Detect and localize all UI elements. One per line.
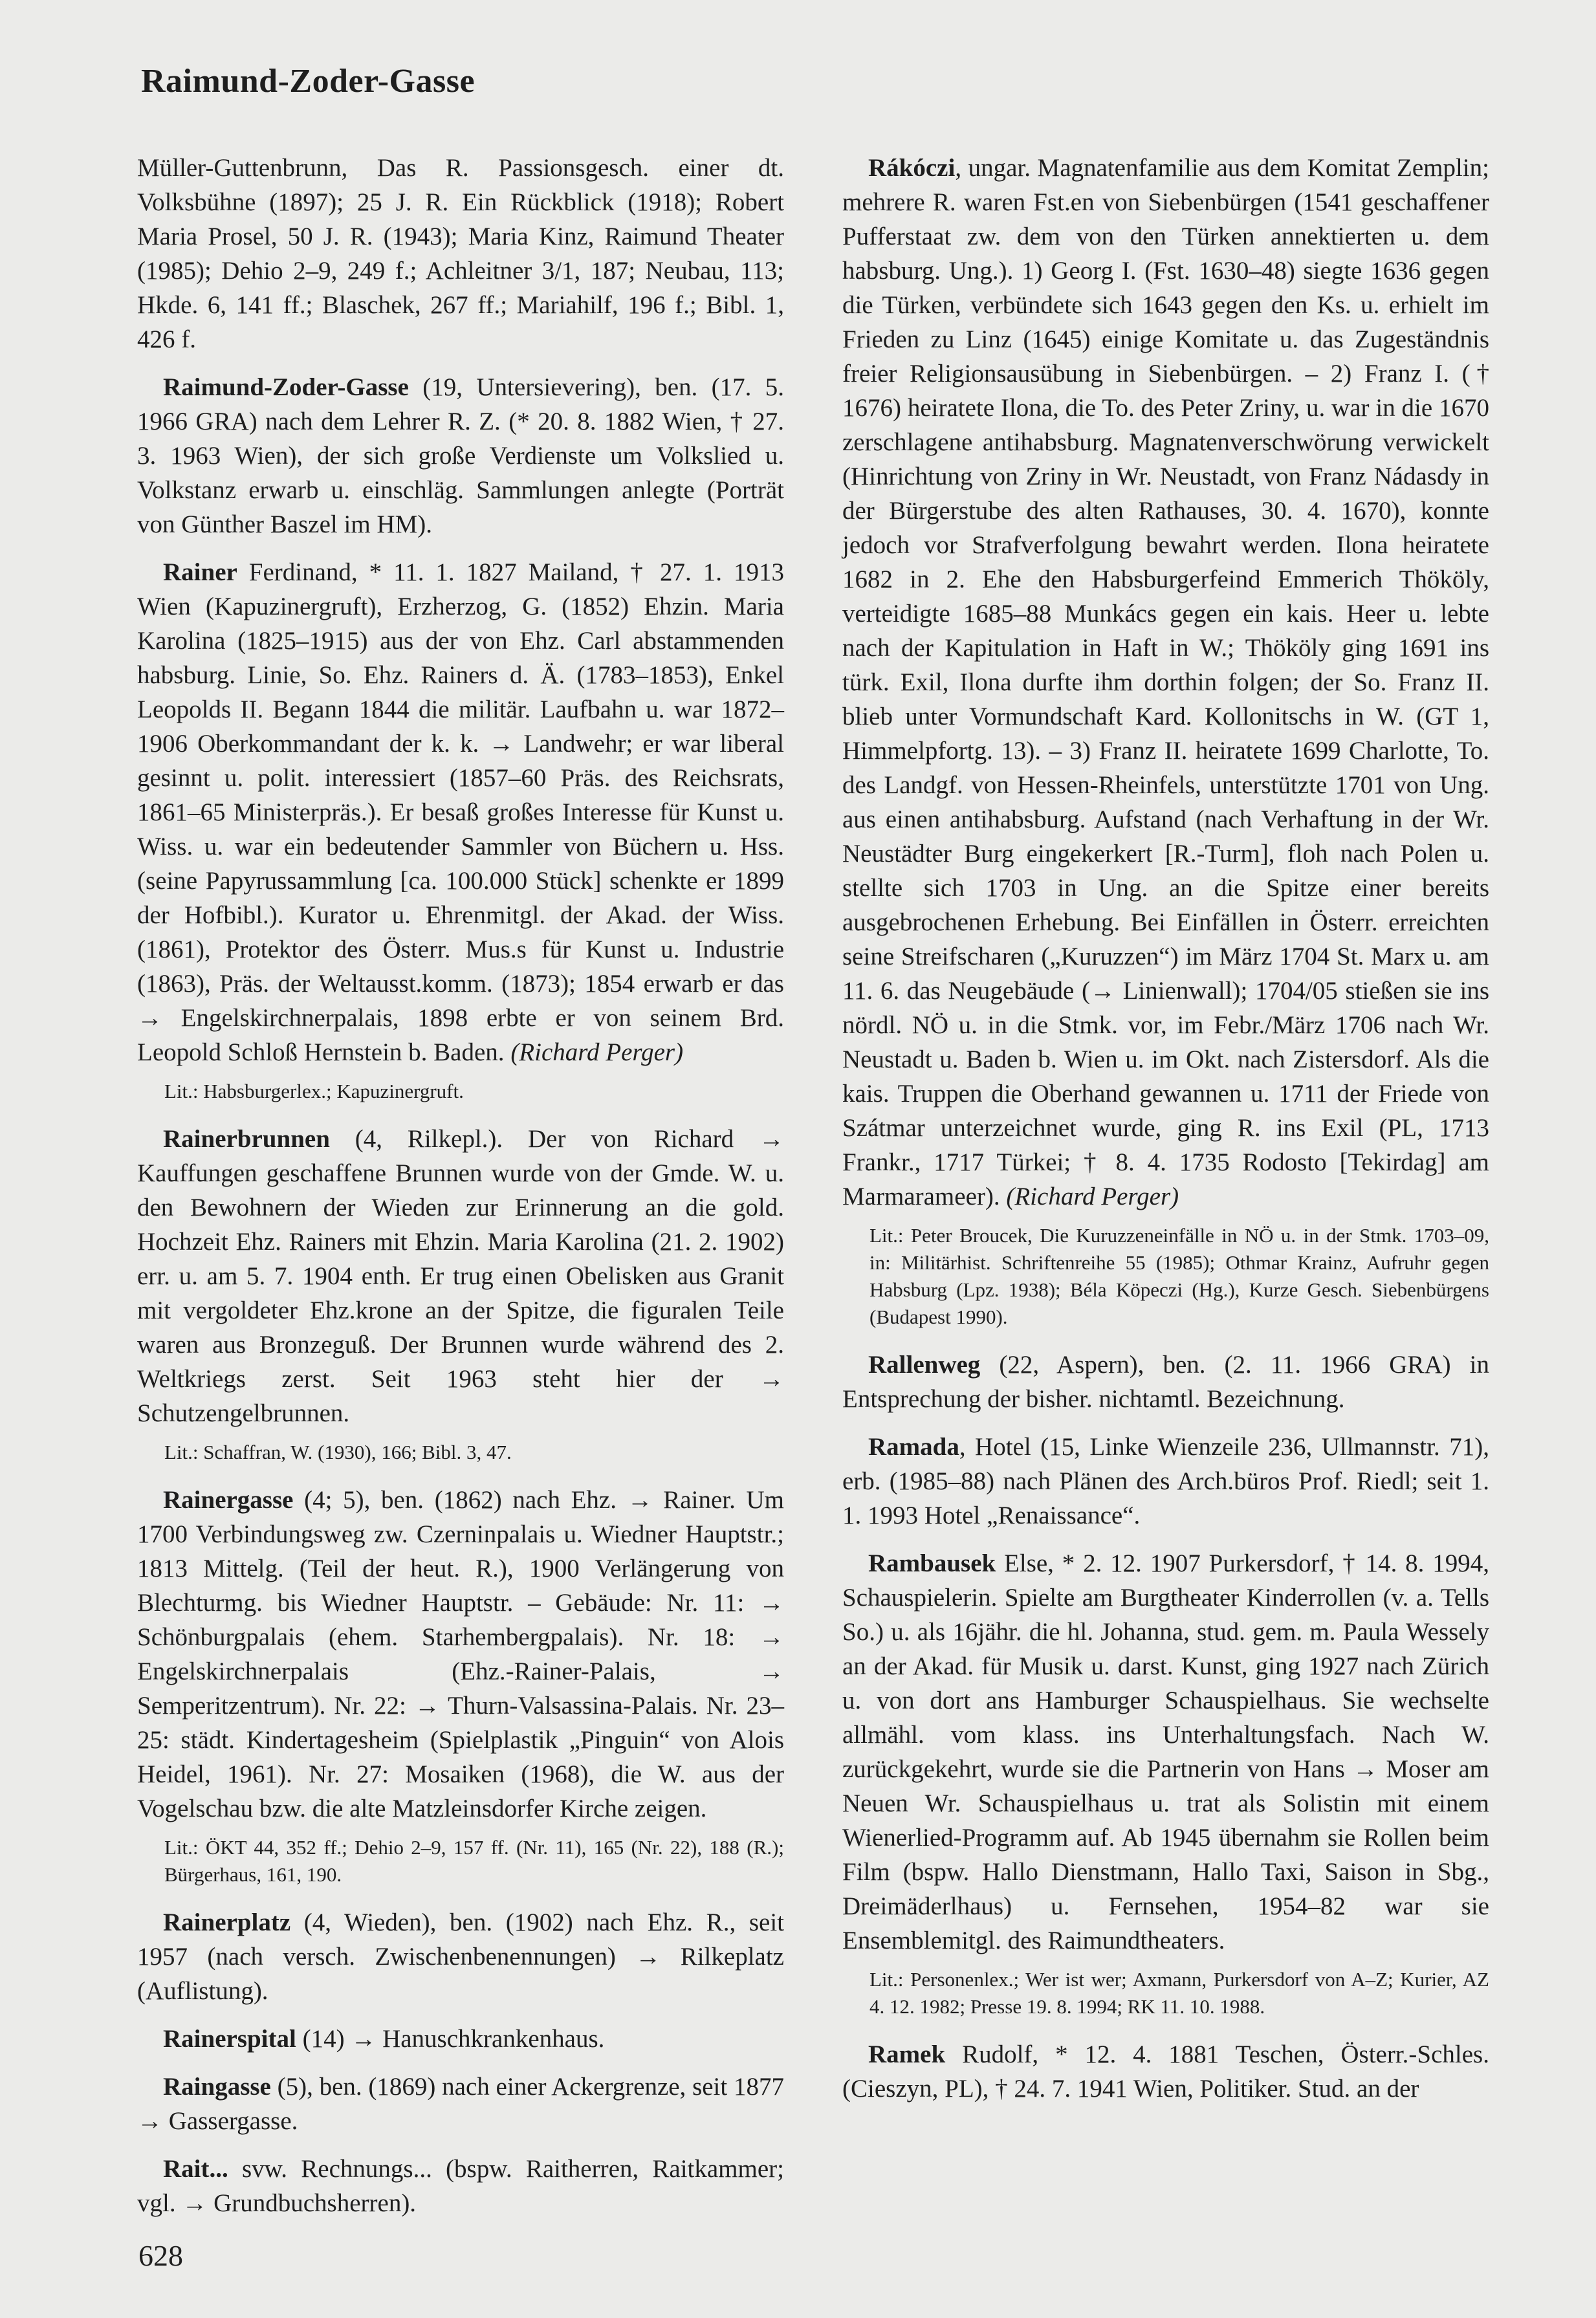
headword: Raingasse bbox=[163, 2073, 271, 2101]
literature: Lit.: Personenlex.; Wer ist wer; Axmann, Purkersdorf von A–Z; Kurier, AZ 4. 12. 1982; Presse 19. 8. 1994; RK 11. 10. 1988. bbox=[869, 1968, 1489, 2018]
intro-continuation: Müller-Guttenbrunn, Das R. Passionsgesch. einer dt. Volksbühne (1897); 25 J. R. Ein Rückblick (1918); Robert Maria Prosel, 50 J. R. (1943); Maria Kinz, Raimund Theater (1985); Dehio 2–9, 249 f.; Achleitner 3/1, 187; Neubau, 113; Hkde. 6, 141 ff.; Blaschek, 267 ff.; Mariahilf, 196 f.; Bibl. 1, 426 f. bbox=[137, 154, 784, 353]
entry-raingasse bbox=[137, 2070, 784, 2138]
headword: Rainerbrunnen bbox=[163, 1125, 330, 1153]
entry-text: (4; 5), ben. (1862) nach Ehz. → Rainer. Um 1700 Verbindungsweg zw. Czerninpalais u. Wiedner Hauptstr.; 1813 Mittelg. (Teil der heut. R.), 1900 Verlängerung von Blechturmg. bis Wiedner Hauptstr. – Gebäude: Nr. 11: → Schönburgpalais (ehem. Starhembergpalais). Nr. 18: → Engelskirchnerpalais (Ehz.-Rainer-Palais, → Semperitzentrum). Nr. 22: → Thurn-Valsassina-Palais. Nr. 23–25: städt. Kindertagesheim (Spielplastik „Pinguin“ von Alois Heidel, 1961). Nr. 27: Mosaiken (1968), die W. aus der Vogelschau bzw. die alte Matzleinsdorfer Kirche zeigen. bbox=[137, 1486, 784, 1822]
entry-text: (19, Untersievering), ben. (17. 5. 1966 GRA) nach dem Lehrer R. Z. (* 20. 8. 1882 Wien, † 27. 3. 1963 Wien), der sich große Verdienste um Volkslied u. Volkstanz erwarb u. einschläg. Sammlungen anlegte (Porträt von Günther Baszel im HM). bbox=[137, 373, 784, 538]
headword: Ramek bbox=[868, 2040, 946, 2068]
entry-text: Else, * 2. 12. 1907 Purkersdorf, † 14. 8. 1994, Schauspielerin. Spielte am Burgtheater Kinderrollen (v. a. Tells So.) u. als 16jähr. die hl. Johanna, stud. gem. m. Paula Wessely an der Akad. für Musik u. darst. Kunst, ging 1927 nach Zürich u. von dort ans Hamburger Schauspielhaus. Sie wechselte allmähl. vom klass. ins Unterhaltungsfach. Nach W. zurückgekehrt, wurde sie die Partnerin von Hans → Moser am Neuen Wr. Schauspielhaus u. trat als Solistin mit einem Wienerlied-Programm auf. Ab 1945 übernahm sie Rollen beim Film (bspw. Hallo Dienstmann, Hallo Taxi, Saison in Sbg., Dreimäderlhaus) u. Fernsehen, 1954–82 war sie Ensemblemitgl. des Raimundtheaters. bbox=[842, 1549, 1489, 1954]
literature: Lit.: Peter Broucek, Die Kuruzzeneinfälle in NÖ u. in der Stmk. 1703–09, in: Militärhist. Schriftenreihe 55 (1985); Othmar Krainz, Aufruhr gegen Habsburg (Lpz. 1938); Béla Köpeczi (Hg.), Kurze Gesch. Siebenbürgens (Budapest 1990). bbox=[869, 1224, 1489, 1328]
headword: Rainerspital bbox=[163, 2025, 296, 2053]
entry-ramek bbox=[842, 2037, 1489, 2106]
left-column bbox=[137, 151, 784, 2234]
entry-rallenweg bbox=[842, 1348, 1489, 1416]
headword: Rákóczi bbox=[868, 154, 956, 182]
page-number: 628 bbox=[138, 2239, 183, 2272]
entry-text: Rudolf, * 12. 4. 1881 Teschen, Österr.-Schles. (Cieszyn, PL), † 24. 7. 1941 Wien, Politiker. Stud. an der bbox=[842, 2040, 1489, 2103]
headword: Rambausek bbox=[868, 1549, 996, 1577]
headword: Ramada bbox=[868, 1433, 959, 1461]
headword: Rainerplatz bbox=[163, 1908, 291, 1936]
headword: Rainergasse bbox=[163, 1486, 294, 1514]
entry-rambausek bbox=[842, 1546, 1489, 1958]
running-head: Raimund-Zoder-Gasse bbox=[141, 63, 476, 100]
entry-rainerplatz bbox=[137, 1905, 784, 2008]
literature: Lit.: Schaffran, W. (1930), 166; Bibl. 3, 47. bbox=[164, 1441, 512, 1463]
headword: Rait... bbox=[163, 2155, 228, 2183]
literature: Lit.: Habsburgerlex.; Kapuzinergruft. bbox=[164, 1080, 464, 1102]
entry-text: (4, Rilkepl.). Der von Richard → Kauffungen geschaffene Brunnen wurde von der Gmde. W. u. den Bewohnern der Wieden zur Erinnerung an die gold. Hochzeit Ehz. Rainers mit Ehzin. Maria Karolina (21. 2. 1902) err. u. am 5. 7. 1904 enth. Er trug einen Obelisken aus Granit mit vergoldeter Ehz.krone an der Spitze, die figuralen Teile waren aus Bronzeguß. Der Brunnen wurde während des 2. Weltkriegs zerst. Seit 1963 steht hier der → Schutzengelbrunnen. bbox=[137, 1125, 784, 1427]
author: (Richard Perger) bbox=[1006, 1183, 1179, 1210]
author: (Richard Perger) bbox=[510, 1038, 684, 1066]
entry-text: (14) → Hanuschkrankenhaus. bbox=[296, 2025, 605, 2053]
entry-text: (22, Aspern), ben. (2. 11. 1966 GRA) in Entsprechung der bisher. nichtamtl. Bezeichnung. bbox=[842, 1351, 1489, 1413]
entry-text: Ferdinand, * 11. 1. 1827 Mailand, † 27. 1. 1913 Wien (Kapuzinergruft), Erzherzog, G. (1852) Ehzin. Maria Karolina (1825–1915) aus der von Ehz. Carl abstammenden habsburg. Linie, So. Ehz. Rainers d. Ä. (1783–1853), Enkel Leopolds II. Begann 1844 die militär. Laufbahn u. war 1872–1906 Oberkommandant der k. k. → Landwehr; er war liberal gesinnt u. polit. interessiert (1857–60 Präs. des Reichsrats, 1861–65 Ministerpräs.). Er besaß großes Interesse für Kunst u. Wiss. u. war ein bedeutender Sammler von Büchern u. Hss. (seine Papyrussammlung [ca. 100.000 Stück] schenkte er 1899 der Hofbibl.). Kurator u. Ehrenmitgl. der Akad. der Wiss. (1861), Protektor des Österr. Mus.s für Kunst u. Industrie (1863), Präs. der Weltausst.komm. (1873); 1854 erwarb er das → Engelskirchnerpalais, 1898 erbte er von seinem Brd. Leopold Schloß Hernstein b. Baden. bbox=[137, 558, 784, 1066]
entry-text: , Hotel (15, Linke Wienzeile 236, Ullmannstr. 71), erb. (1985–88) nach Plänen des Arch.büros Prof. Riedl; seit 1. 1. 1993 Hotel „Renaissance“. bbox=[842, 1433, 1489, 1529]
entry-rakoczi bbox=[842, 151, 1489, 1214]
right-column bbox=[842, 151, 1489, 2119]
entry-raimund-zoder-gasse bbox=[137, 370, 784, 541]
entry-rait bbox=[137, 2152, 784, 2220]
entry-rainerspital bbox=[137, 2022, 784, 2056]
headword: Rainer bbox=[163, 558, 237, 586]
entry-rainergasse bbox=[137, 1483, 784, 1826]
entry-rainer bbox=[137, 555, 784, 1069]
literature: Lit.: ÖKT 44, 352 ff.; Dehio 2–9, 157 ff. (Nr. 11), 165 (Nr. 22), 188 (R.); Bürgerhaus, 161, 190. bbox=[164, 1836, 784, 1886]
entry-text: (4, Wieden), ben. (1902) nach Ehz. R., seit 1957 (nach versch. Zwischenbenennungen) → Rilkeplatz (Auflistung). bbox=[137, 1908, 784, 2005]
entry-text: (5), ben. (1869) nach einer Ackergrenze, seit 1877 → Gassergasse. bbox=[137, 2073, 784, 2135]
entry-text: , ungar. Magnatenfamilie aus dem Komitat Zemplin; mehrere R. waren Fst.en von Siebenbürgen (1541 geschaffener Pufferstaat zw. dem von den Türken annektierten u. dem habsburg. Ung.). 1) Georg I. (Fst. 1630–48) siegte 1636 gegen die Türken, verbündete sich 1643 gegen den Ks. u. erhielt im Frieden zu Linz (1645) einige Komitate u. das Zugeständnis freier Religionsausübung in Siebenbürgen. – 2) Franz I. († 1676) heiratete Ilona, die To. des Peter Zriny, u. war in die 1670 zerschlagene antihabsburg. Magnatenverschwörung verwickelt (Hinrichtung von Zriny in Wr. Neustadt, von Franz Nádasdy in der Bürgerstube des alten Rathauses, 30. 4. 1670), konnte jedoch vor Strafverfolgung bewahrt werden. Ilona heiratete 1682 in 2. Ehe den Habsburgerfeind Emmerich Thököly, verteidigte 1685–88 Munkács gegen ein kais. Heer u. lebte nach der Kapitulation in Haft in W.; Thököly ging 1691 ins türk. Exil, Ilona durfte ihm dorthin folgen; der So. Franz II. blieb unter Vormundschaft Kard. Kollonitschs in W. (GT 1, Himmelpfortg. 13). – 3) Franz II. heiratete 1699 Charlotte, To. des Landgf. von Hessen-Rheinfels, unterstützte 1701 von Ung. aus einen antihabsburg. Aufstand (nach Verhaftung in der Wr. Neustädter Burg eingekerkert [R.-Turm], floh nach Polen u. stellte sich 1703 in Ung. an die Spitze einer bereits ausgebrochenen Erhebung. Bei Einfällen in Österr. erreichten seine Streifscharen („Kuruzzen“) im März 1704 St. Marx u. am 11. 6. das Neugebäude (→ Linienwall); 1704/05 stießen sie ins nördl. NÖ u. in die Stmk. vor, im Febr./März 1706 nach Wr. Neustadt u. Baden b. Wien u. im Okt. nach Zistersdorf. Als die kais. Truppen die Oberhand gewannen u. 1711 der Friede von Szátmar unterzeichnet wurde, ging R. ins Exil (PL, 1713 Frankr., 1717 Türkei; † 8. 4. 1735 Rodosto [Tekirdag] am Marmarameer). bbox=[842, 154, 1489, 1210]
entry-ramada bbox=[842, 1430, 1489, 1533]
entry-text: svw. Rechnungs... (bspw. Raitherren, Raitkammer; vgl. → Grundbuchsherren). bbox=[137, 2155, 784, 2217]
headword: Raimund-Zoder-Gasse bbox=[163, 373, 409, 401]
headword: Rallenweg bbox=[868, 1351, 981, 1379]
entry-rainerbrunnen bbox=[137, 1122, 784, 1430]
